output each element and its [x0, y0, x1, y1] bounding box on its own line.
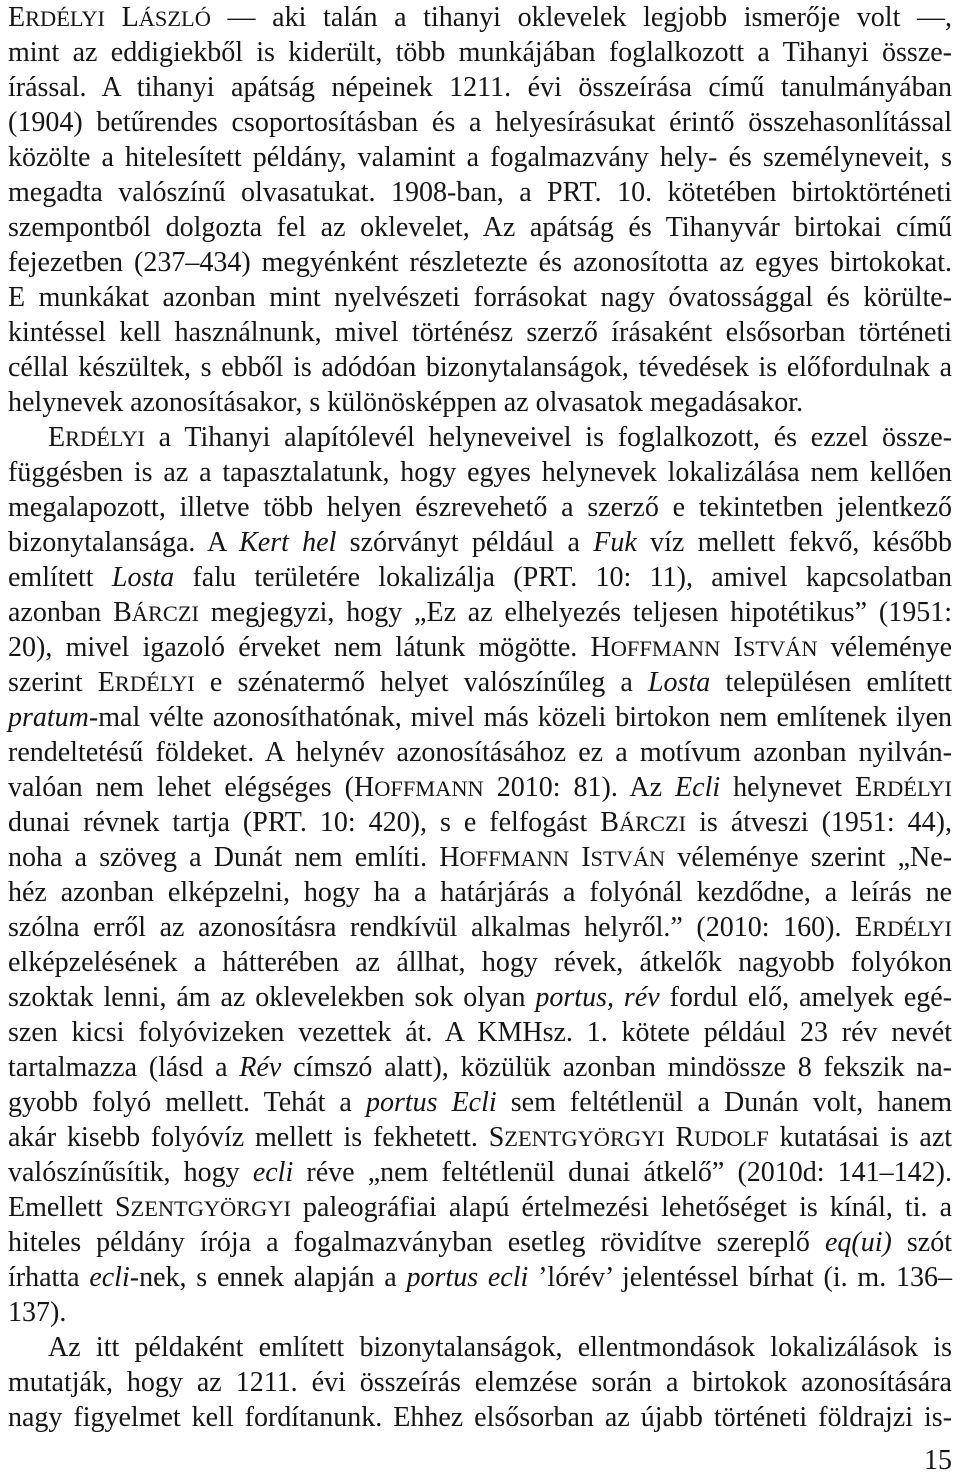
italic-term: ecli [252, 1157, 294, 1188]
text-line [8, 420, 952, 455]
text-run: is átveszi (1951: 44), [686, 807, 953, 838]
text-line [8, 35, 952, 70]
text-line [8, 0, 952, 35]
text-run: megjegyzi, hogy „Ez az elhelyezés teljesen hipotétikus” (1951: [198, 597, 952, 628]
author-name: ISTVÁN [581, 842, 666, 873]
paragraph [8, 0, 952, 420]
italic-term: portus ecli [406, 1262, 529, 1293]
text-run: valóan nem lehet elégséges ( [8, 772, 354, 803]
text-line [8, 315, 952, 350]
text-run: — aki talán a tihanyi oklevelek legjobb ismerője volt —, [210, 2, 952, 33]
author-name: BÁRCZI [600, 807, 687, 838]
text-line [8, 525, 952, 560]
text-line [8, 1015, 952, 1050]
italic-term: Rév [239, 1052, 282, 1083]
author-name: ERDÉLYI [855, 772, 952, 803]
italic-term: ecli [89, 1262, 130, 1293]
text-run: szerint [8, 667, 98, 698]
text-run: sem feltétlenül a Dunán volt, hanem [496, 1087, 953, 1118]
text-run: véleménye [817, 632, 952, 663]
text-run: valószínűsítik, hogy [8, 1157, 253, 1188]
text-run: helynevet [720, 772, 856, 803]
text-run: közölte a hitelesített példány, valamint a fogalmazvány hely- és személyneveit, s [8, 142, 952, 173]
text-line [8, 1190, 952, 1225]
text-run: dunai révnek tartja (PRT. 10: 420), s e felfogást [8, 807, 601, 838]
text-line [8, 1295, 952, 1330]
author-name: SZENTGYÖRGYI [488, 1122, 665, 1153]
text-line [8, 1155, 952, 1190]
text-line [8, 385, 952, 420]
text-run: fordul elő, amelyek egé- [659, 982, 952, 1013]
text-run: réve „nem feltétlenül dunai átkelő” (2010d: 141–142). [293, 1157, 953, 1188]
text-run: hiteles példány írója a fogalmazványban esetleg rövidítve szereplő [8, 1227, 825, 1258]
text-run: szen kicsi folyóvizeken vezettek át. A KMHsz. 1. kötete például 23 rév nevét [8, 1017, 952, 1048]
text-line [8, 665, 952, 700]
text-line [8, 840, 952, 875]
text-line [8, 1260, 952, 1295]
text-run: bizonytalansága. A [8, 527, 240, 558]
text-run: megalapozott, illetve több helyen észrevehető a szerző e tekintetben jelentkező [8, 492, 952, 523]
text-run: Emellett [8, 1192, 115, 1223]
text-line [8, 1225, 952, 1260]
text-line [8, 560, 952, 595]
text-line [8, 280, 952, 315]
italic-term: pratum [8, 702, 89, 733]
author-name: HOFFMANN [590, 632, 721, 663]
text-run: szempontból dolgozta fel az oklevelet, Az apátság és Tihanyvár birtokai című [8, 212, 952, 243]
text-run: víz mellett fekvő, később [636, 527, 952, 558]
text-line [8, 245, 952, 280]
text-run: véleménye szerint „Ne- [665, 842, 953, 873]
text-line [8, 210, 952, 245]
author-name: RUDOLF [675, 1122, 769, 1153]
text-run: héz azonban elképzelni, hogy ha a határjárás a folyónál kezdődne, a leírás ne [8, 877, 952, 908]
text-run: azonban [8, 597, 114, 628]
text-line [8, 630, 952, 665]
author-name: ERDÉLYI [97, 667, 195, 698]
text-run: rendeltetésű földeket. A helynév azonosításához ez a motívum azonban nyilván- [8, 737, 952, 768]
text-run [665, 1122, 676, 1153]
author-name: ERDÉLYI [855, 912, 952, 943]
author-name: HOFFMANN [353, 772, 484, 803]
author-name: ERDÉLYI [48, 422, 145, 453]
text-run: szólna erről az azonosításra rendkívül alkalmas helyről.” (2010: 160). [8, 912, 856, 943]
italic-term: Losta [647, 667, 711, 698]
text-line [8, 1050, 952, 1085]
italic-term: portus, rév [535, 982, 660, 1013]
text-run: elképzelésének a hátterében az állhat, hogy révek, átkelők nagyobb folyókon [8, 947, 952, 978]
body-text [8, 0, 952, 1435]
author-name: BÁRCZI [113, 597, 199, 628]
text-run: akár kisebb folyóvíz mellett is fekhetett. [8, 1122, 489, 1153]
text-run: függésben is az a tapasztalatunk, hogy egyes helynevek lokalizálása nem kellően [8, 457, 952, 488]
text-run: kintéssel kell használnunk, mivel történész szerző írásaként elsősorban történeti [8, 317, 952, 348]
text-line [8, 175, 952, 210]
italic-term: eq(ui) [824, 1227, 892, 1258]
text-run: említett [8, 562, 112, 593]
text-run: E munkákat azonban mint nyelvészeti forrásokat nagy óvatossággal és körülte- [8, 282, 952, 313]
text-line [8, 735, 952, 770]
text-line [8, 70, 952, 105]
author-name: LÁSZLÓ [121, 2, 211, 33]
text-run: írással. A tihanyi apátság népeinek 1211. évi összeírása című tanulmányában [8, 72, 952, 103]
text-run: a Tihanyi alapítólevél helyneveivel is foglalkozott, és ezzel össze- [144, 422, 952, 453]
text-run: noha a szöveg a Dunát nem említi. [8, 842, 440, 873]
text-line [8, 140, 952, 175]
text-line [8, 805, 952, 840]
text-line [8, 770, 952, 805]
page-number: 15 [924, 1445, 952, 1476]
paragraph [8, 420, 952, 1330]
text-line [8, 1330, 952, 1365]
text-run: településen említett [710, 667, 953, 698]
text-run: Az itt példaként említett bizonytalanságok, ellentmondások lokalizálások is [48, 1332, 952, 1363]
text-run: -mal vélte azonosíthatónak, mivel más közeli birtokon nem említenek ilyen [88, 702, 952, 733]
text-run: ’lórév’ jelentéssel bírhat (i. m. 136– [528, 1262, 953, 1293]
text-line [8, 1365, 952, 1400]
text-run: paleográfiai alapú értelmezési lehetőséget is kínál, ti. a [290, 1192, 952, 1223]
paragraph [8, 1330, 952, 1435]
text-line [8, 1085, 952, 1120]
text-line [8, 105, 952, 140]
text-line [8, 1120, 952, 1155]
text-line [8, 490, 952, 525]
text-run: e szénatermő helyet valószínűleg a [194, 667, 648, 698]
text-run [720, 632, 733, 663]
text-run: falu területére lokalizálja (PRT. 10: 11), amivel kapcsolatban [174, 562, 952, 593]
text-run: 20), mivel igazoló érveket nem látunk mögötte. [8, 632, 591, 663]
text-line [8, 910, 952, 945]
text-run: céllal készültek, s ebből is adódóan bizonytalanságok, tévedések is előfordulnak a [8, 352, 952, 383]
text-run [105, 2, 122, 33]
italic-term: Losta [111, 562, 175, 593]
text-run: szórványt például a [336, 527, 594, 558]
author-name: ERDÉLYI [8, 2, 105, 33]
text-line [8, 455, 952, 490]
italic-term: Fuk [593, 527, 637, 558]
italic-term: Kert hel [239, 527, 337, 558]
text-run: szót [891, 1227, 952, 1258]
text-run: kutatásai is azt [768, 1122, 953, 1153]
author-name: SZENTGYÖRGYI [114, 1192, 291, 1223]
text-line [8, 700, 952, 735]
italic-term: Ecli [675, 772, 721, 803]
text-run: 137). [8, 1297, 67, 1328]
text-line [8, 350, 952, 385]
text-line [8, 875, 952, 910]
text-run: címszó alatt), közülük azonban mindössze 8 fekszik na- [281, 1052, 952, 1083]
text-run: nagy figyelmet kell fordítanunk. Ehhez elsősorban az újabb történeti földrajzi is- [8, 1402, 952, 1433]
text-line [8, 595, 952, 630]
text-run: helynevek azonosításakor, s különösképpen az olvasatok megadásakor. [8, 387, 804, 418]
text-run: tartalmazza (lásd a [8, 1052, 240, 1083]
text-run: szoktak lenni, ám az oklevelekben sok olyan [8, 982, 536, 1013]
text-run: gyobb folyó mellett. Tehát a [8, 1087, 366, 1118]
text-line [8, 1400, 952, 1435]
text-run: 2010: 81). Az [483, 772, 676, 803]
text-line [8, 980, 952, 1015]
italic-term: portus Ecli [365, 1087, 497, 1118]
text-run: -nek, s ennek alapján a [129, 1262, 407, 1293]
text-run: (1904) betűrendes csoportosításban és a helyesírásukat érintő összehasonlítással [8, 107, 952, 138]
author-name: ISTVÁN [733, 632, 818, 663]
text-run: mint az eddigiekből is kiderült, több munkájában foglalkozott a Tihanyi össze- [8, 37, 952, 68]
text-line [8, 945, 952, 980]
author-name: HOFFMANN [439, 842, 569, 873]
text-run: megadta valószínű olvasatukat. 1908-ban, a PRT. 10. kötetében birtoktörténeti [8, 177, 952, 208]
text-run [569, 842, 581, 873]
text-run: mutatják, hogy az 1211. évi összeírás elemzése során a birtokok azonosítására [8, 1367, 952, 1398]
text-run: írhatta [8, 1262, 90, 1293]
text-run: fejezetben (237–434) megyénként részletezte és azonosította az egyes birtokokat. [8, 247, 952, 278]
